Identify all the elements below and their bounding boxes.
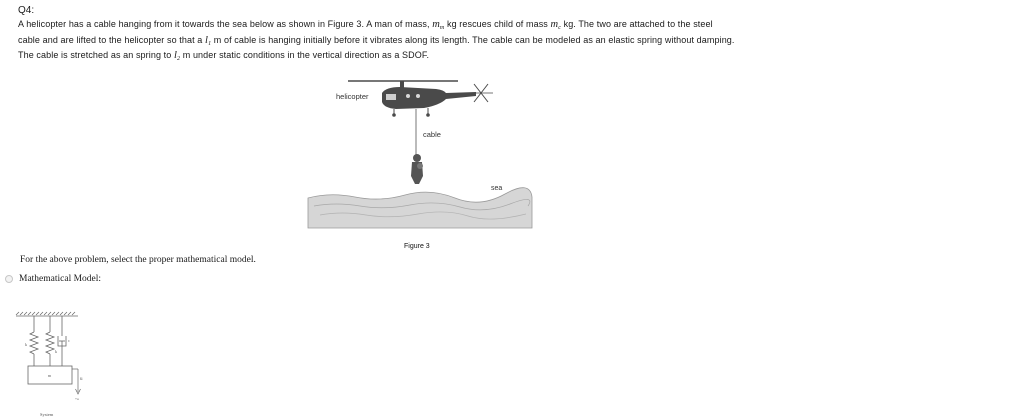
sea-label: sea [491,185,503,192]
displacement-label: u [80,377,83,382]
question-line-2-part-2: m of cable is hanging initially before it vibrates along its length. The cable can be modeled as an elastic spring without damping. [213,34,735,45]
spring-2-label: k [55,349,57,354]
mass-label: m [48,373,52,378]
question-line-1-part-1: A helicopter has a cable hanging from it towards the sea below as shown in Figure 3. A man of mass, [18,19,430,29]
damper-label: c [68,338,70,343]
question-line-1-part-3: kg. The two are attached to the steel [563,19,713,29]
helicopter-icon [348,81,493,117]
answer-option[interactable] [5,274,101,284]
answer-prompt: For the above problem, select the proper mathematical model. [20,255,256,265]
arrow-label: +u [75,397,79,401]
question-line-2-part-1: cable and are lifted to the helicopter so that a [18,34,203,45]
question-line-3-part-1: The cable is stretched as an spring to [18,50,172,61]
question-line-3 [18,50,838,66]
figure-3-helicopter-rescue [300,72,540,252]
sea-illustration [308,188,532,228]
spring-1-label: k [25,342,27,347]
question-line-1-part-2: kg rescues child of mass [446,19,548,29]
damper-icon [58,316,66,366]
l1-symbol: $l_1$ [205,34,212,47]
spring-icon [30,316,54,366]
question-number: Q4: [18,5,35,16]
mass-child-symbol: $m_c$ [550,19,561,31]
system-caption: System [40,412,54,417]
ceiling-support [16,312,78,316]
rescued-people-icon [411,154,423,184]
option-radio-button[interactable] [5,275,13,283]
cable-label: cable [423,130,441,139]
question-text [18,19,838,66]
question-line-2 [18,35,838,51]
helicopter-label: helicopter [336,92,369,101]
l2-symbol: $l_2$ [174,50,181,63]
question-line-1 [18,19,838,35]
figure-caption: Figure 3 [404,243,430,250]
spring-mass-system-diagram [14,306,96,419]
option-label: Mathematical Model: [19,274,102,284]
mass-man-symbol: $m_m$ [432,19,445,31]
question-line-3-part-2: m under static conditions in the vertical direction as a SDOF. [182,50,430,61]
